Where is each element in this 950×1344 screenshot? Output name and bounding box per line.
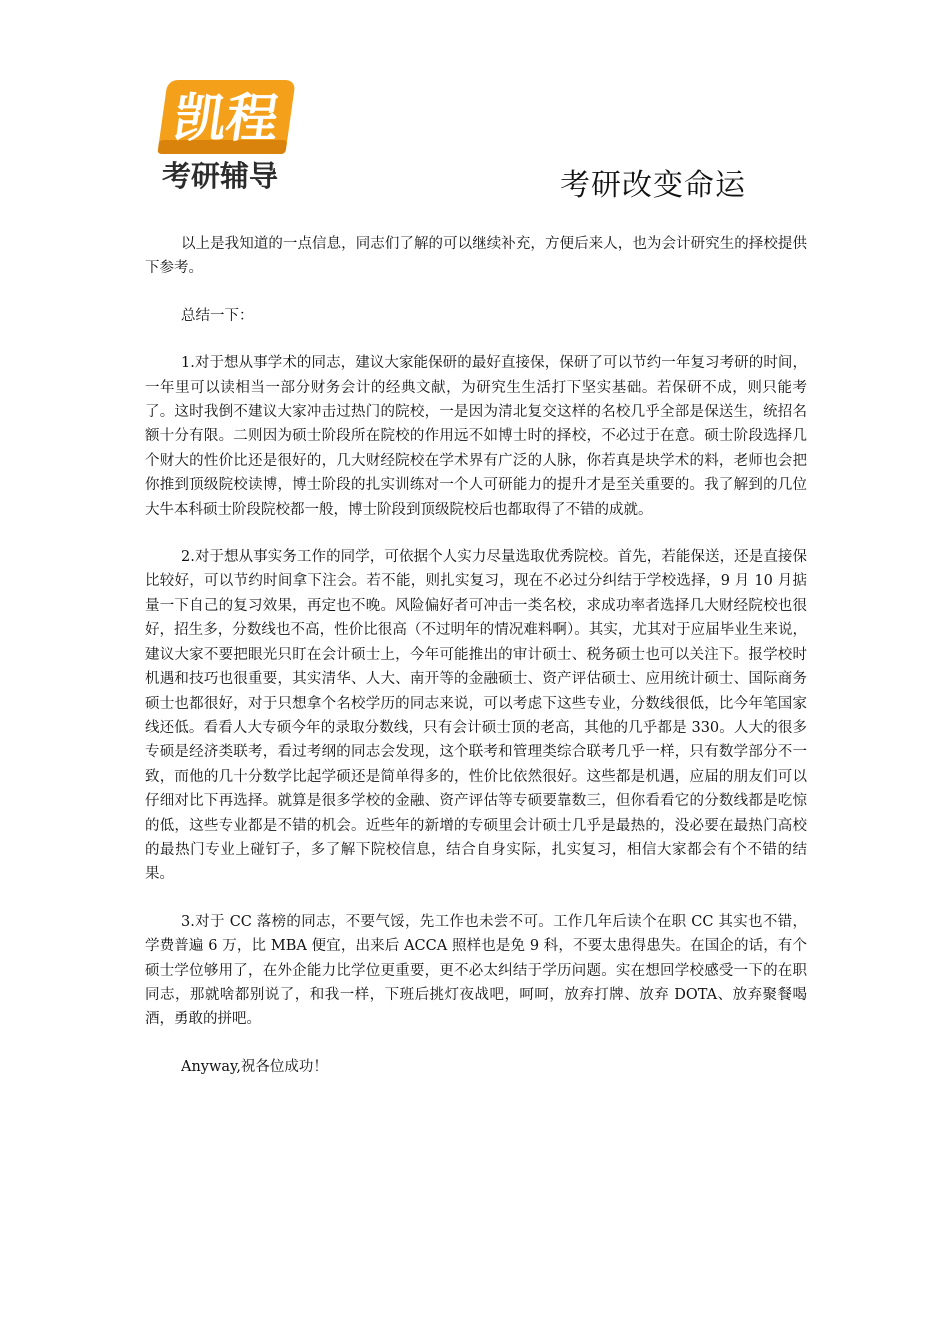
point-1-paragraph: 1.对于想从事学术的同志，建议大家能保研的最好直接保，保研了可以节约一年复习考研的时间，一年里可以读相当一部分财务会计的经典文献，为研究生生活打下坚实基础。若保研不成，则只能考了。这时我倒不建议大家冲击过热门的院校，一是因为清北复交这样的名校几乎全部是保送生，统招名额十分有限。二则因为硕士阶段所在院校的作用远不如博士时的择校，不必过于在意。硕士阶段选择几个财大的性价比还是很好的，几大财经院校在学术界有广泛的人脉，你若真是块学术的料，老师也会把你推到顶级院校读博，博士阶段的扎实训练对一个人可研能力的提升才是至关重要的。我了解到的几位大牛本科硕士阶段院校都一般，博士阶段到顶级院校后也都取得了不错的成就。 (145, 355, 807, 518)
slogan: 考研改变命运 (560, 168, 746, 203)
logo-mark (157, 80, 295, 154)
summary-heading: 总结一下： (181, 307, 254, 324)
brand-logo (150, 78, 300, 196)
intro-paragraph: 以上是我知道的一点信息，同志们了解的可以继续补充，方便后来人，也为会计研究生的择校提供下参考。 (145, 236, 807, 277)
logo-brand-text: 凯程 (170, 89, 283, 149)
closing-paragraph: Anyway,祝各位成功！ (181, 1058, 328, 1075)
article-body (145, 232, 807, 1102)
point-3-paragraph: 3.对于 CC 落榜的同志，不要气馁，先工作也未尝不可。工作几年后读个在职 CC 其实也不错，学费普遍 6 万，比 MBA 便宜，出来后 ACCA 照样也是免 9 科，不要太患得患失。在国企的话，有个硕士学位够用了，在外企能力比学位更重要，更不必太纠结于学历问题。实在想回学校感受一下的在职同志，那就啥都别说了，和我一样，下班后挑灯夜战吧，呵呵，放弃打牌、放弃 DOTA、放弃聚餐喝酒，勇敢的拼吧。 (145, 913, 807, 1028)
logo-subtitle: 考研辅导 (162, 159, 279, 193)
point-2-paragraph: 2.对于想从事实务工作的同学，可依据个人实力尽量选取优秀院校。首先，若能保送，还是直接保比较好，可以节约时间拿下注会。若不能，则扎实复习，现在不必过分纠结于学校选择，9 月 10 月掂量一下自己的复习效果，再定也不晚。风险偏好者可冲击一类名校，求成功率者选择几大财经院校也很好，招生多，分数线也不高，性价比很高（不过明年的情况难料啊）。其实，尤其对于应届毕业生来说，建议大家不要把眼光只盯在会计硕士上，今年可能推出的审计硕士、税务硕士也可以关注下。报学校时机遇和技巧也很重要，其实清华、人大、南开等的金融硕士、资产评估硕士、应用统计硕士、国际商务硕士也都很好，对于只想拿个名校学历的同志来说，可以考虑下这些专业，分数线很低，比今年笔国家线还低。看看人大专硕今年的录取分数线，只有会计硕士顶的老高，其他的几乎都是 330。人大的很多专硕是经济类联考，看过考纲的同志会发现，这个联考和管理类综合联考几乎一样，只有数学部分不一致，而他的几十分数学比起学硕还是简单得多的，性价比依然很好。这些都是机遇，应届的朋友们可以仔细对比下再选择。就算是很多学校的金融、资产评估等专硕要靠数三，但你看看它的分数线都是吃惊的低，这些专业都是不错的机会。近些年的新增的专硕里会计硕士几乎是最热的，没必要在最热门高校的最热门专业上碰钉子，多了解下院校信息，结合自身实际，扎实复习，相信大家都会有个不错的结果。 (145, 549, 807, 883)
